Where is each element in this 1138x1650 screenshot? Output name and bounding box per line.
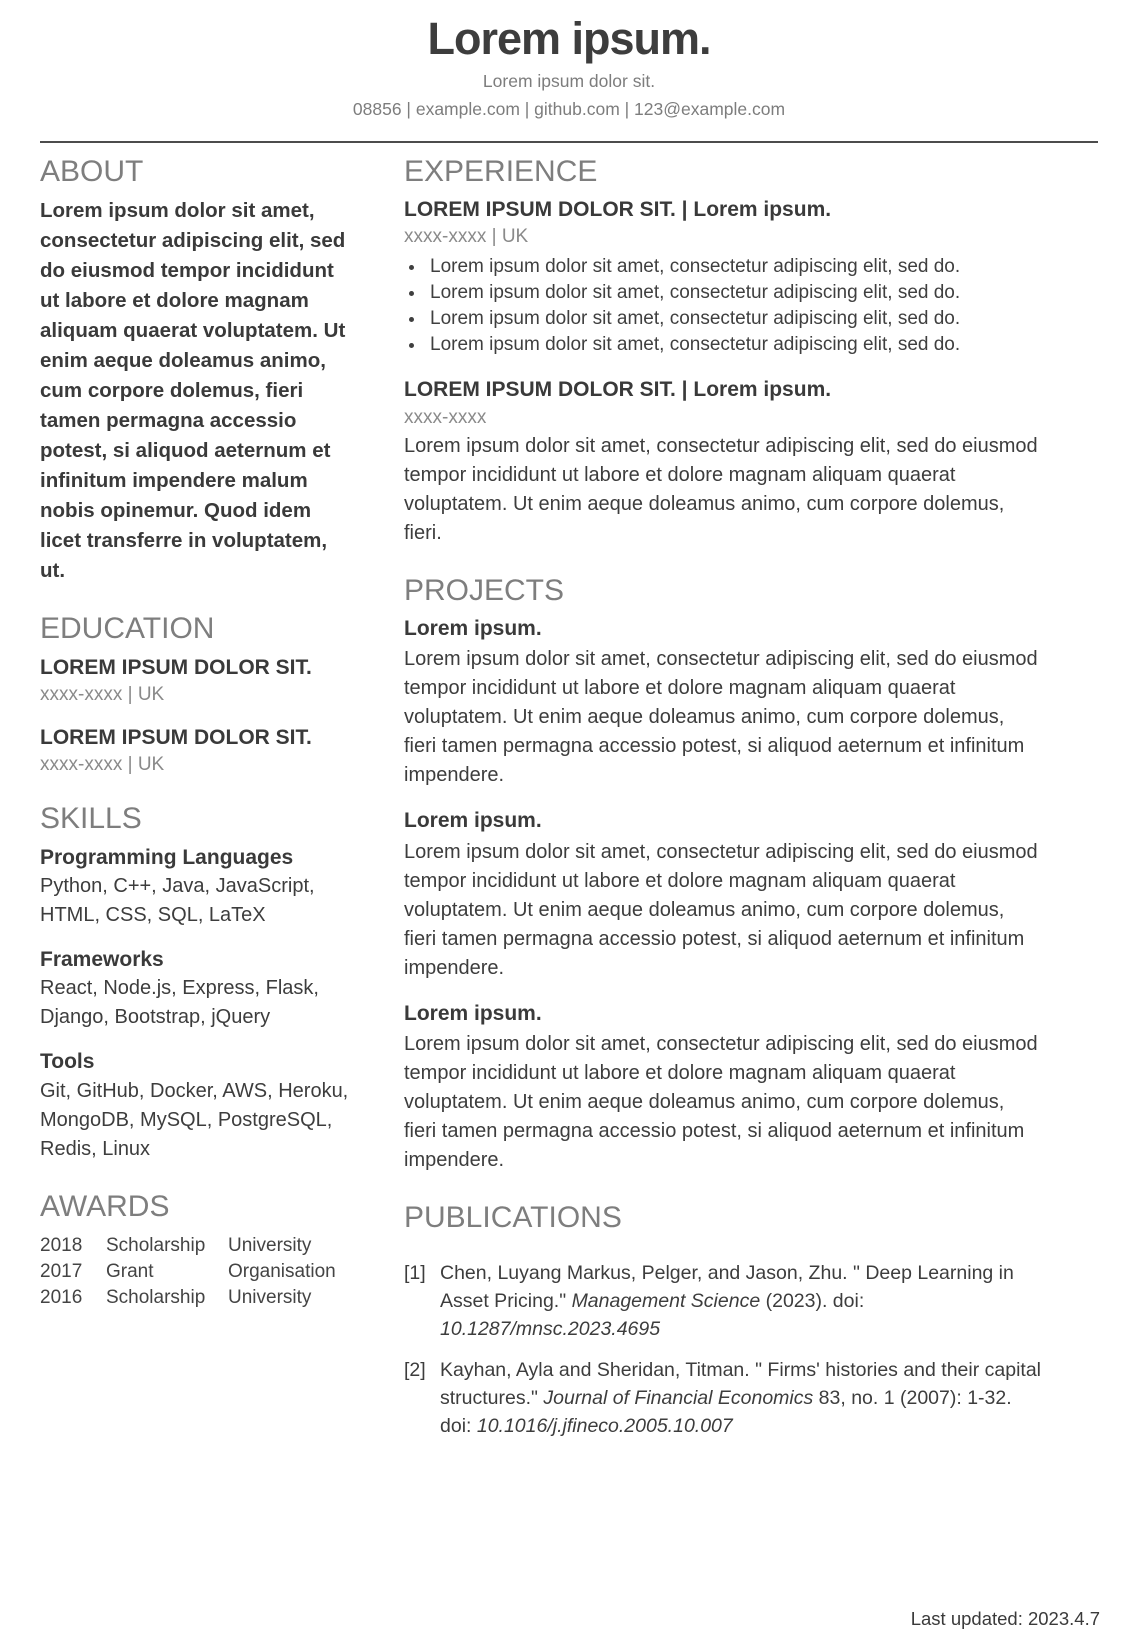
publication-authors-title: Chen, Luyang Markus, Pelger, and Jason, Zhu. " Deep Learning in Asset Pricing." (440, 1262, 1014, 1313)
education-entry (40, 654, 356, 706)
award-type: Scholarship (106, 1235, 206, 1257)
publication-entry (404, 1259, 1042, 1343)
award-year: 2016 (40, 1287, 83, 1309)
section-projects (404, 574, 1042, 1175)
experience-bullets (426, 254, 1042, 358)
publication-journal: Management Science (571, 1290, 761, 1313)
skill-group-title: Programming Languages (40, 845, 294, 869)
skill-group (40, 1048, 356, 1163)
section-education (40, 612, 356, 776)
project-description: Lorem ipsum dolor sit amet, consectetur adipiscing elit, sed do eiusmod tempor incididunt ut labore et dolore magnam aliquam quaerat voluptatem. Ut enim aeque doleamus animo, cum corpore dolemus, fieri tamen permagna accessio potest, si aliquod aeternum et infinitum impendere. (404, 648, 1038, 787)
project-description: Lorem ipsum dolor sit amet, consectetur adipiscing elit, sed do eiusmod tempor incididunt ut labore et dolore magnam aliquam quaerat voluptatem. Ut enim aeque doleamus animo, cum corpore dolemus, fieri tamen permagna accessio potest, si aliquod aeternum et infinitum impendere. (404, 840, 1038, 979)
publication-issue: (2023). doi: (760, 1290, 865, 1313)
experience-title: LOREM IPSUM DOLOR SIT. | Lorem ipsum. (404, 378, 832, 402)
skill-group-items: Git, GitHub, Docker, AWS, Heroku, MongoDB, MySQL, PostgreSQL, Redis, Linux (40, 1079, 349, 1160)
section-experience (404, 155, 1042, 548)
about-body: Lorem ipsum dolor sit amet, consectetur adipiscing elit, sed do eiusmod tempor incididunt ut labore et dolore magnam aliquam quaerat voluptatem. Ut enim aeque doleamus animo, cum corpore dolemus, fieri tamen permagna accessio potest, si aliquod aeternum et infinitum impendere malum nobis opinemur. Quod idem licet transferre in voluptatem, ut. (40, 199, 346, 582)
award-org: University (228, 1287, 312, 1309)
section-skills (40, 802, 356, 1164)
header-divider (40, 141, 1098, 143)
project-title: Lorem ipsum. (404, 809, 542, 833)
award-type: Grant (106, 1261, 154, 1283)
skill-group-items: React, Node.js, Express, Flask, Django, Bootstrap, jQuery (40, 977, 319, 1029)
skill-group (40, 946, 356, 1032)
publication-citation (440, 1356, 1042, 1440)
experience-description: Lorem ipsum dolor sit amet, consectetur adipiscing elit, sed do eiusmod tempor incididunt ut labore et dolore magnam aliquam quaerat voluptatem. Ut enim aeque doleamus animo, cum corpore dolemus, fieri. (404, 434, 1038, 544)
last-updated-note: Last updated: 2023.4.7 (910, 1608, 1100, 1629)
section-publications (404, 1201, 1042, 1441)
award-org: Organisation (228, 1261, 336, 1283)
experience-meta: xxxx-xxxx (404, 406, 487, 428)
award-type: Scholarship (106, 1287, 206, 1309)
experience-bullet: • Lorem ipsum dolor sit amet, consectetur adipiscing elit, sed do. (426, 306, 1042, 332)
awards-heading: AWARDS (40, 1189, 170, 1223)
publication-issue: 83, no. 1 (2007): 1-32. doi: (440, 1387, 1012, 1438)
section-awards (40, 1190, 356, 1310)
education-meta: xxxx-xxxx | UK (40, 683, 165, 705)
left-column (40, 155, 356, 1467)
experience-entry (404, 376, 1042, 547)
skill-group-title: Tools (40, 1050, 95, 1074)
experience-heading: EXPERIENCE (404, 154, 598, 188)
award-org: University (228, 1235, 312, 1257)
projects-heading: PROJECTS (404, 573, 565, 607)
resume-header (40, 14, 1098, 120)
education-entry (40, 724, 356, 776)
skills-heading: SKILLS (40, 802, 142, 836)
experience-bullet: • Lorem ipsum dolor sit amet, consectetur adipiscing elit, sed do. (426, 280, 1042, 306)
education-school: LOREM IPSUM DOLOR SIT. (40, 655, 312, 679)
award-year: 2017 (40, 1261, 83, 1283)
education-heading: EDUCATION (40, 612, 215, 645)
education-meta: xxxx-xxxx | UK (40, 754, 165, 776)
candidate-name: Lorem ipsum. (427, 13, 711, 64)
experience-bullet: • Lorem ipsum dolor sit amet, consectetur adipiscing elit, sed do. (426, 332, 1042, 358)
publication-citation (440, 1259, 1042, 1343)
publication-doi: 10.1016/j.jfineco.2005.10.007 (476, 1415, 733, 1438)
skill-group-title: Frameworks (40, 947, 164, 971)
education-school: LOREM IPSUM DOLOR SIT. (40, 725, 312, 749)
section-about (40, 155, 356, 587)
experience-bullet: • Lorem ipsum dolor sit amet, consectetur adipiscing elit, sed do. (426, 254, 1042, 280)
project-title: Lorem ipsum. (404, 1001, 542, 1025)
content-columns (40, 155, 1098, 1467)
project-entry (404, 807, 1042, 982)
skill-group (40, 844, 356, 930)
skill-group-items: Python, C++, Java, JavaScript, HTML, CSS, SQL, LaTeX (40, 874, 315, 926)
project-entry (404, 615, 1042, 790)
right-column (404, 155, 1098, 1467)
publication-index: [1] (404, 1262, 426, 1285)
experience-entry (404, 196, 1042, 358)
project-title: Lorem ipsum. (404, 617, 542, 641)
publication-journal: Journal of Financial Economics (543, 1387, 814, 1410)
candidate-tagline: Lorem ipsum dolor sit. (482, 70, 656, 91)
award-year: 2018 (40, 1235, 83, 1257)
contact-line: 08856 | example.com | github.com | 123@example.com (352, 98, 786, 119)
publications-heading: PUBLICATIONS (404, 1200, 622, 1234)
about-heading: ABOUT (40, 154, 144, 188)
experience-title: LOREM IPSUM DOLOR SIT. | Lorem ipsum. (404, 198, 832, 221)
publication-entry (404, 1356, 1042, 1440)
project-description: Lorem ipsum dolor sit amet, consectetur adipiscing elit, sed do eiusmod tempor incididunt ut labore et dolore magnam aliquam quaerat voluptatem. Ut enim aeque doleamus animo, cum corpore dolemus, fieri tamen permagna accessio potest, si aliquod aeternum et infinitum impendere. (404, 1032, 1038, 1171)
awards-table (40, 1234, 356, 1309)
experience-meta: xxxx-xxxx | UK (404, 226, 529, 248)
project-entry (404, 1000, 1042, 1175)
publication-index: [2] (404, 1359, 426, 1382)
publication-authors-title: Kayhan, Ayla and Sheridan, Titman. " Firms' histories and their capital structures." (440, 1359, 1042, 1410)
publication-doi: 10.1287/mnsc.2023.4695 (440, 1318, 661, 1341)
